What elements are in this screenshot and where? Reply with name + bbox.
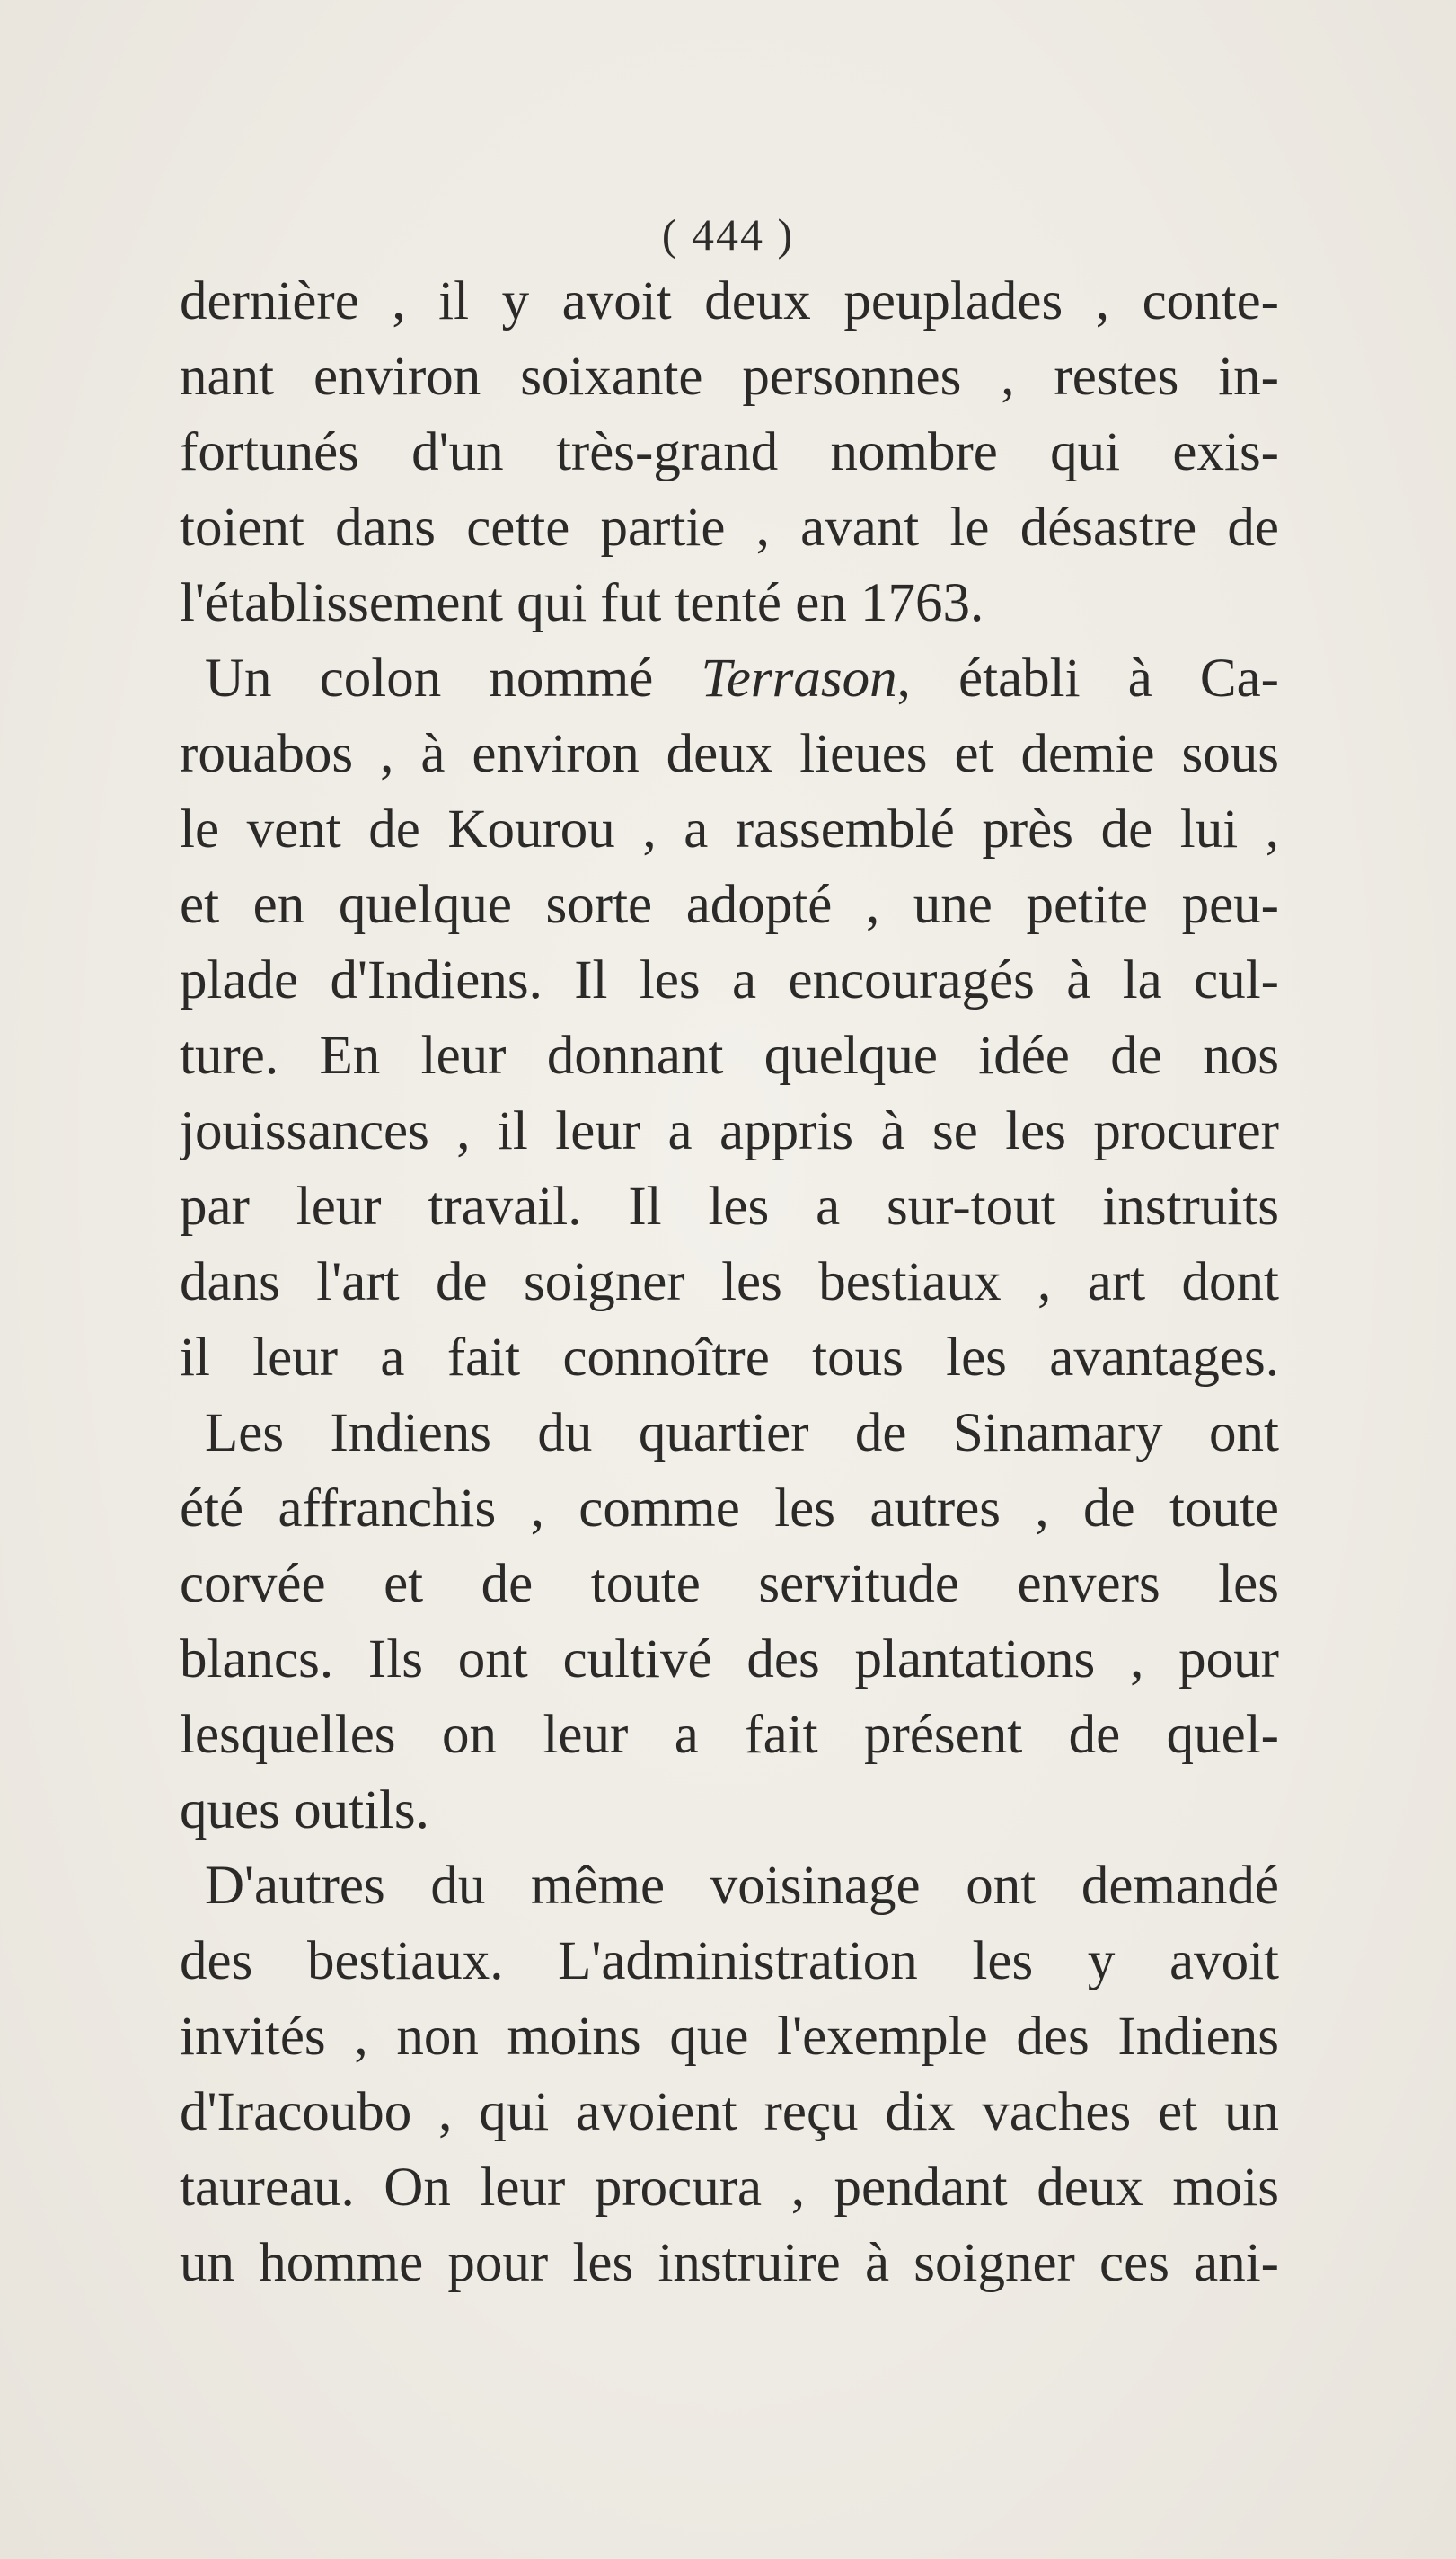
text-line: dernière , il y avoit deux peuplades , conte-: [180, 271, 1279, 331]
text-line: corvée et de toute servitude envers les: [180, 1554, 1279, 1614]
paragraph-start-line: Les Indiens du quartier de Sinamary ont: [205, 1403, 1279, 1463]
text-line: il leur a fait connoître tous les avantages.: [180, 1328, 1279, 1388]
italic-name: Terrason: [701, 649, 897, 709]
text-line: un homme pour les instruire à soigner ces ani-: [180, 2233, 1279, 2293]
text-line: l'établissement qui fut tenté en 1763.: [180, 573, 984, 633]
text-line: toient dans cette partie , avant le désastre de: [180, 498, 1279, 558]
page-number: ( 444 ): [661, 209, 795, 260]
text-line: plade d'Indiens. Il les a encouragés à la cul-: [180, 950, 1279, 1010]
text-line: des bestiaux. L'administration les y avoit: [180, 1931, 1279, 1991]
text-line: fortunés d'un très-grand nombre qui exis-: [180, 422, 1279, 482]
text-fragment: , établi à Ca-: [896, 649, 1279, 709]
body-text: [180, 264, 1279, 2301]
text-line: le vent de Kourou , a rassemblé près de lui ,: [180, 799, 1279, 860]
text-line: lesquelles on leur a fait présent de quel-: [180, 1705, 1279, 1765]
text-line: blancs. Ils ont cultivé des plantations , pour: [180, 1629, 1279, 1690]
text-line: invités , non moins que l'exemple des Indiens: [180, 2007, 1279, 2067]
text-line: rouabos , à environ deux lieues et demie sous: [180, 724, 1279, 784]
text-line: nant environ soixante personnes , restes in-: [180, 347, 1279, 407]
text-line: et en quelque sorte adopté , une petite peu-: [180, 875, 1279, 935]
text-line: d'Iracoubo , qui avoient reçu dix vaches et un: [180, 2082, 1279, 2142]
text-fragment: Un colon nommé: [205, 649, 702, 709]
text-line: taureau. On leur procura , pendant deux mois: [180, 2158, 1279, 2218]
text-line: dans l'art de soigner les bestiaux , art dont: [180, 1252, 1279, 1312]
text-line: par leur travail. Il les a sur-tout instruits: [180, 1177, 1279, 1237]
text-line: ques outils.: [180, 1780, 429, 1840]
text-line: été affranchis , comme les autres , de toute: [180, 1478, 1279, 1539]
text-line: jouissances , il leur a appris à se les procurer: [180, 1101, 1279, 1161]
paragraph-start-line: D'autres du même voisinage ont demandé: [205, 1856, 1279, 1916]
paragraph-start-line: [180, 641, 1279, 717]
text-line: ture. En leur donnant quelque idée de nos: [180, 1026, 1279, 1086]
